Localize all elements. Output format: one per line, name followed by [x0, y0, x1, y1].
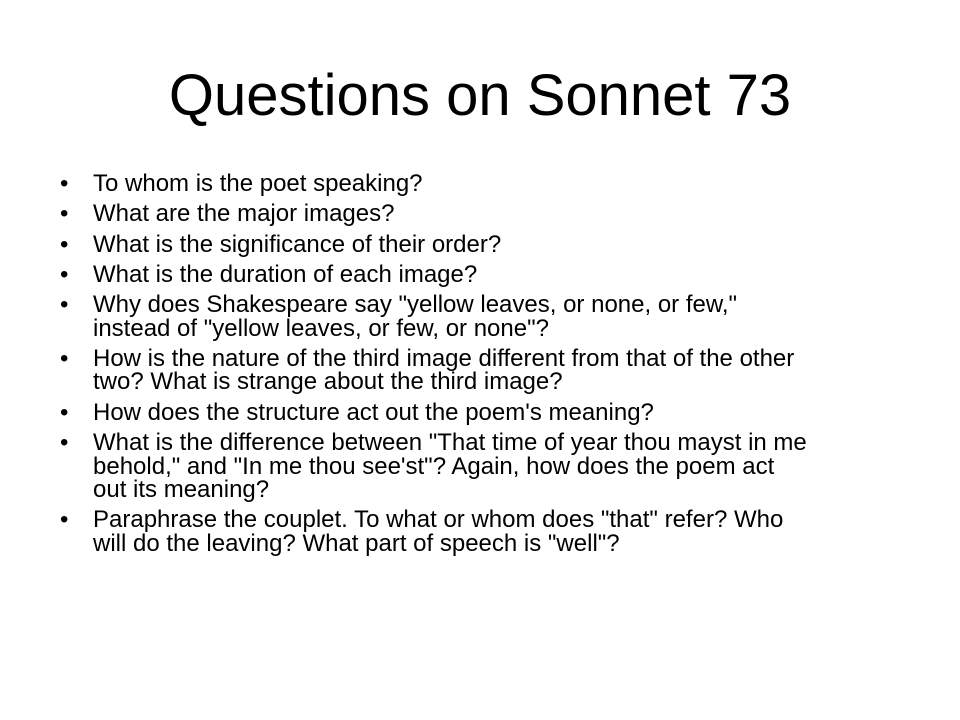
question-list [57, 172, 917, 562]
question-text: How is the nature of the third image different from that of the other two? What is strange about the third image? [93, 344, 795, 396]
bullet-icon: • [60, 291, 69, 319]
question-text: To whom is the poet speaking? [93, 170, 423, 197]
question-text: Why does Shakespeare say "yellow leaves, or none, or few," instead of "yellow leaves, or few, or none"? [93, 291, 738, 342]
question-item [57, 431, 917, 502]
question-text: What is the significance of their order? [93, 230, 502, 258]
bullet-icon: • [60, 230, 69, 258]
bullet-icon: • [60, 260, 69, 288]
question-text: What is the difference between "That time of year thou mayst in me behold," and "In me thou see'st"? Again, how does the poem act out its meaning? [93, 429, 807, 504]
question-item [57, 344, 917, 396]
question-text: How does the structure act out the poem's meaning? [93, 398, 654, 426]
question-item [57, 172, 917, 196]
question-item [57, 293, 917, 340]
question-item [57, 230, 917, 258]
question-item [57, 260, 917, 288]
bullet-icon: • [60, 506, 69, 534]
bullet-icon: • [60, 344, 69, 372]
bullet-icon: • [60, 398, 69, 426]
bullet-icon: • [60, 200, 69, 228]
question-item [57, 398, 917, 426]
question-text: What are the major images? [93, 200, 395, 228]
question-item [57, 202, 917, 226]
bullet-icon: • [60, 429, 69, 457]
question-text: What is the duration of each image? [93, 260, 478, 288]
question-item [57, 508, 917, 555]
question-text: Paraphrase the couplet. To what or whom does "that" refer? Who will do the leaving? What part of speech is "well"? [93, 506, 784, 557]
bullet-icon: • [60, 170, 69, 197]
slide-title: Questions on Sonnet 73 [168, 63, 792, 128]
